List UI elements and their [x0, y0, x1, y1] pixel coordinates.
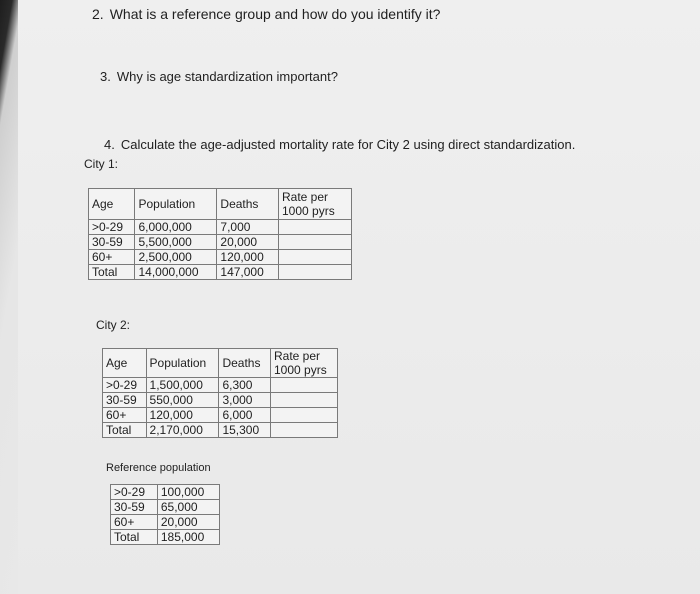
question-number: 2. [92, 6, 104, 22]
table-row [103, 393, 338, 408]
cell-deaths: 20,000 [217, 235, 279, 250]
cell-population: 550,000 [146, 393, 219, 408]
cell-population: 2,170,000 [146, 423, 219, 438]
cell-age: >0-29 [111, 485, 158, 500]
table-row [89, 235, 352, 250]
table-row [89, 220, 352, 235]
cell-population: 120,000 [146, 408, 219, 423]
reference-population-label: Reference population [106, 462, 211, 474]
cell-population: 100,000 [157, 485, 219, 500]
table-row [111, 515, 220, 530]
cell-age: >0-29 [103, 378, 147, 393]
question-3 [100, 69, 338, 84]
table-row [111, 530, 220, 545]
header-age: Age [89, 189, 135, 220]
cell-age: 30-59 [111, 500, 158, 515]
cell-population: 65,000 [157, 500, 219, 515]
city2-label: City 2: [96, 318, 131, 332]
cell-age: 60+ [103, 408, 147, 423]
cell-age: 60+ [89, 250, 135, 265]
question-number: 3. [100, 69, 111, 84]
question-text: What is a reference group and how do you identify it? [109, 6, 441, 22]
header-rate: Rate per 1000 pyrs [279, 189, 352, 220]
question-text: Why is age standardization important? [116, 69, 338, 84]
header-population: Population [135, 189, 217, 220]
cell-population: 1,500,000 [146, 378, 219, 393]
table-row [103, 408, 338, 423]
city1-label: City 1: [84, 157, 119, 171]
header-deaths: Deaths [217, 189, 279, 220]
header-age: Age [103, 349, 147, 378]
cell-age: 30-59 [103, 393, 147, 408]
cell-age: >0-29 [89, 220, 135, 235]
cell-population: 14,000,000 [135, 265, 217, 280]
cell-deaths: 15,300 [219, 423, 271, 438]
table-row [103, 423, 338, 438]
cell-age: Total [89, 265, 135, 280]
cell-population: 6,000,000 [135, 220, 217, 235]
table-row [89, 265, 352, 280]
cell-population: 5,500,000 [135, 235, 217, 250]
cell-deaths: 6,300 [219, 378, 271, 393]
city2-table [102, 348, 338, 438]
cell-deaths: 3,000 [219, 393, 271, 408]
header-deaths: Deaths [219, 349, 271, 378]
cell-rate[interactable] [279, 250, 352, 265]
cell-rate[interactable] [279, 235, 352, 250]
table-header-row [103, 349, 338, 378]
cell-population: 2,500,000 [135, 250, 217, 265]
table-row [111, 485, 220, 500]
cell-deaths: 7,000 [217, 220, 279, 235]
question-number: 4. [104, 137, 115, 152]
reference-table [110, 484, 220, 545]
cell-age: Total [111, 530, 158, 545]
cell-deaths: 147,000 [217, 265, 279, 280]
cell-population: 185,000 [157, 530, 219, 545]
cell-rate[interactable] [279, 265, 352, 280]
cell-rate[interactable] [271, 423, 338, 438]
question-text: Calculate the age-adjusted mortality rate for City 2 using direct standardization. [120, 137, 576, 152]
table-row [89, 250, 352, 265]
city1-table [88, 188, 352, 280]
cell-rate[interactable] [271, 408, 338, 423]
header-population: Population [146, 349, 219, 378]
header-rate: Rate per 1000 pyrs [271, 349, 338, 378]
cell-rate[interactable] [279, 220, 352, 235]
cell-age: 30-59 [89, 235, 135, 250]
cell-deaths: 6,000 [219, 408, 271, 423]
table-row [111, 500, 220, 515]
table-row [103, 378, 338, 393]
worksheet-page [18, 0, 700, 594]
question-2 [92, 6, 440, 22]
cell-rate[interactable] [271, 378, 338, 393]
cell-rate[interactable] [271, 393, 338, 408]
cell-deaths: 120,000 [217, 250, 279, 265]
table-header-row [89, 189, 352, 220]
cell-age: Total [103, 423, 147, 438]
question-4 [104, 137, 575, 152]
cell-age: 60+ [111, 515, 158, 530]
cell-population: 20,000 [157, 515, 219, 530]
